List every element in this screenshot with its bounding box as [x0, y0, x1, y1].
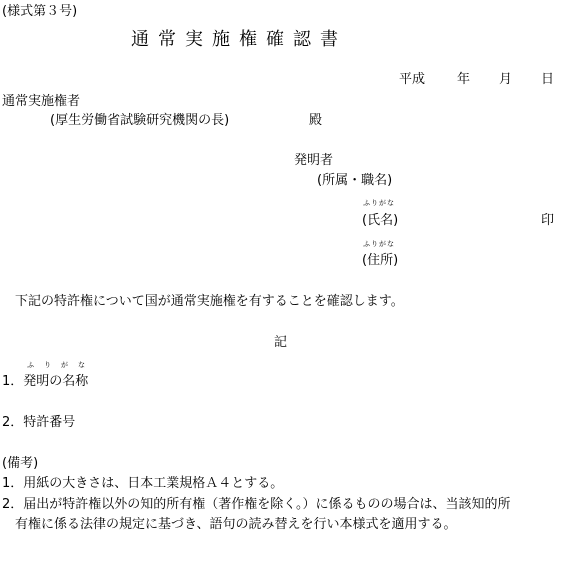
document-title: 通常実施権確認書	[131, 29, 347, 50]
date-year: 年	[457, 72, 471, 87]
inventor-address: (住所)	[362, 253, 399, 268]
date-month: 月	[499, 72, 513, 87]
inventor-name-ruby: ふりがな	[363, 199, 395, 207]
date-era: 平成	[399, 72, 426, 87]
note-2-line-1: 2．届出が特許権以外の知的所有権（著作権を除く。）に係るものの場合は、当該知的所	[2, 497, 511, 512]
licensee-honorific: 殿	[309, 113, 323, 128]
inventor-address-ruby: ふりがな	[363, 240, 395, 248]
item1-ruby: ふりがな	[27, 361, 95, 369]
licensee-label: 通常実施権者	[2, 94, 81, 109]
item-patent-number: 2．特許番号	[2, 415, 76, 430]
seal-mark: 印	[541, 213, 555, 228]
ki-heading: 記	[274, 335, 288, 350]
statement: 下記の特許権について国が通常実施権を有することを確認します。	[15, 294, 404, 309]
inventor-affiliation: (所属・職名)	[317, 173, 393, 188]
item-invention-name: 1．発明の名称	[2, 374, 89, 389]
note-1: 1．用紙の大きさは、日本工業規格Ａ４とする。	[2, 476, 284, 491]
date-day: 日	[541, 72, 555, 87]
form-number: (様式第３号)	[2, 4, 78, 19]
notes-header: (備考)	[2, 456, 39, 471]
licensee-org: (厚生労働省試験研究機関の長)	[50, 113, 230, 128]
inventor-name: (氏名)	[362, 213, 399, 228]
note-2-line-2: 有権に係る法律の規定に基づき、語句の読み替えを行い本様式を適用する。	[15, 517, 457, 532]
inventor-label: 発明者	[294, 153, 334, 168]
